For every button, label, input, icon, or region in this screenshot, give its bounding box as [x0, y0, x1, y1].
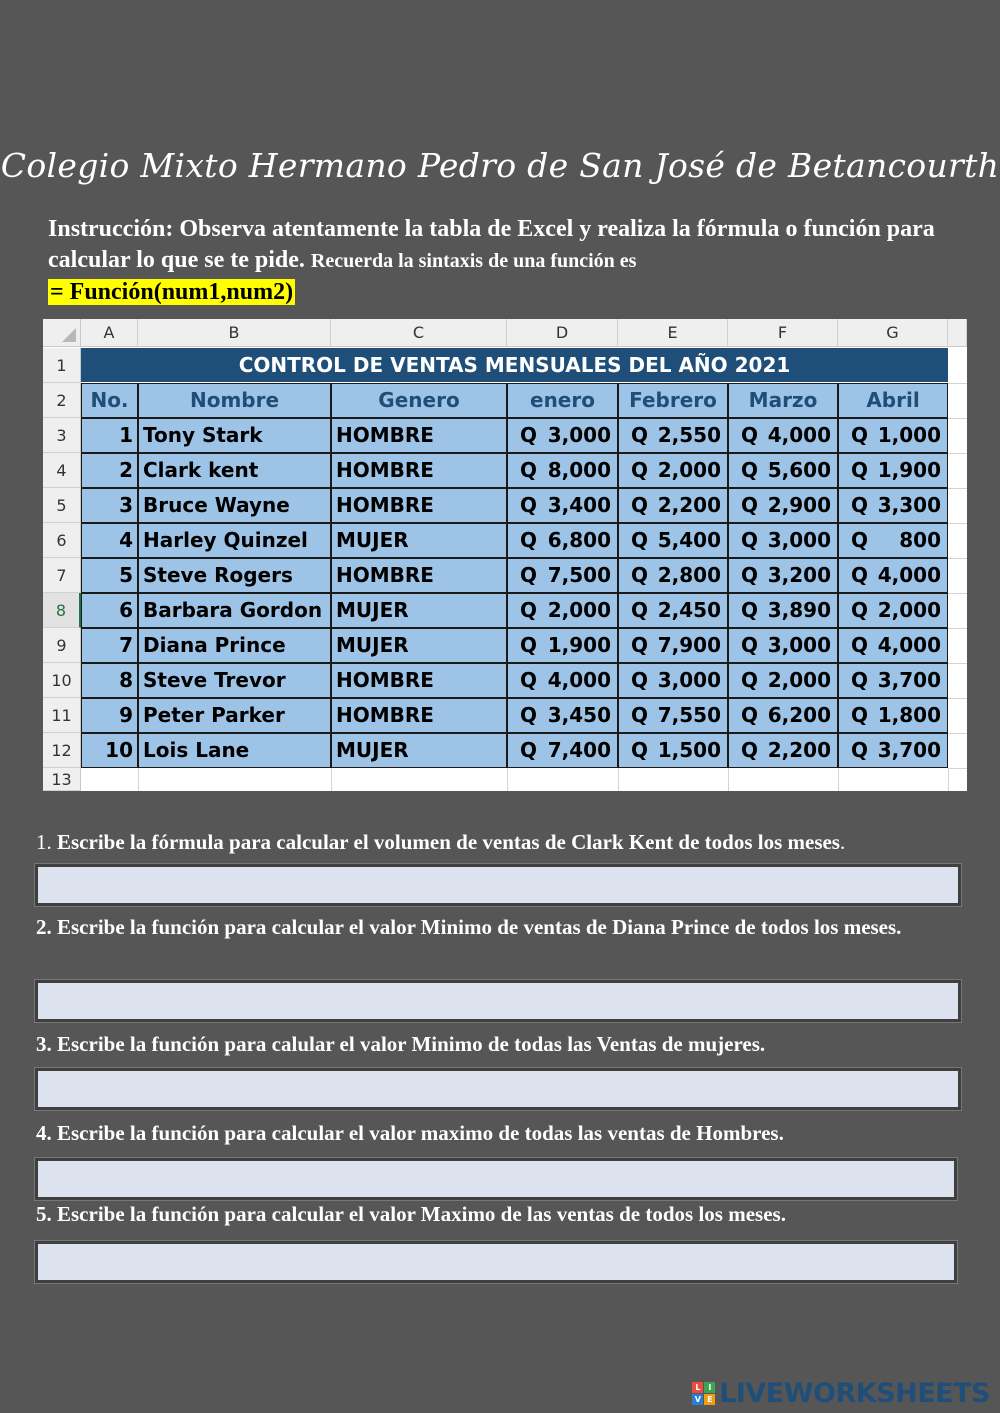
cell-marzo[interactable]	[728, 523, 838, 558]
currency-symbol: Q	[631, 563, 649, 587]
currency-symbol: Q	[741, 598, 759, 622]
cell-value: 3,200	[767, 563, 831, 587]
currency-symbol: Q	[741, 493, 759, 517]
cell-value: 4,000	[767, 423, 831, 447]
gridline	[331, 768, 332, 791]
row-header-13[interactable]: 13	[43, 768, 81, 791]
cell-abril[interactable]	[838, 488, 948, 523]
row-header-7[interactable]: 7	[43, 558, 81, 593]
currency-symbol: Q	[631, 598, 649, 622]
header-cell-enero[interactable]: enero	[507, 383, 618, 418]
cell-genero[interactable]: MUJER	[331, 628, 507, 663]
currency-symbol: Q	[851, 563, 869, 587]
currency-symbol: Q	[851, 598, 869, 622]
question-4	[36, 1119, 956, 1147]
cell-enero[interactable]	[507, 593, 618, 628]
currency-symbol: Q	[631, 458, 649, 482]
cell-nombre[interactable]: Lois Lane	[138, 733, 331, 768]
row-header-10[interactable]: 10	[43, 663, 81, 698]
currency-symbol: Q	[520, 738, 538, 762]
cell-marzo[interactable]	[728, 558, 838, 593]
cell-value: 4,000	[877, 563, 941, 587]
cell-value: 2,800	[657, 563, 721, 587]
question-text: Escribe la función para calcular el valor Minimo de ventas de Diana Prince de todos los meses.	[57, 915, 902, 939]
cell-value: 3,450	[547, 703, 611, 727]
syntax-highlight: = Función(num1,num2)	[50, 279, 294, 305]
currency-symbol: Q	[741, 563, 759, 587]
cell-abril[interactable]	[838, 593, 948, 628]
cell-genero[interactable]: MUJER	[331, 523, 507, 558]
question-2	[36, 913, 956, 941]
cell-abril[interactable]	[838, 628, 948, 663]
cell-value: 2,000	[657, 458, 721, 482]
currency-symbol: Q	[631, 493, 649, 517]
logo-letter: E	[704, 1394, 715, 1405]
question-text: Escribe la función para calcular el valor Maximo de las ventas de todos los meses.	[57, 1202, 786, 1226]
cell-febrero[interactable]	[618, 663, 728, 698]
gridline	[948, 453, 967, 454]
question-number: 3.	[36, 1032, 52, 1056]
cell-no[interactable]: 1	[81, 418, 138, 453]
row-header-8[interactable]: 8	[43, 593, 81, 628]
cell-value: 1,900	[877, 458, 941, 482]
instruction-text: Instrucción: Observa atentamente la tabla de Excel y realiza la fórmula o función para calcular lo que se te pide.	[48, 216, 935, 273]
cell-no[interactable]: 8	[81, 663, 138, 698]
currency-symbol: Q	[851, 668, 869, 692]
liveworksheets-logo	[692, 1378, 990, 1409]
row-header-1[interactable]: 1	[43, 348, 81, 383]
instruction-syntax-note: Recuerda la sintaxis de una función es	[310, 250, 637, 272]
excel-sheet	[43, 319, 967, 791]
currency-symbol: Q	[631, 423, 649, 447]
cell-enero[interactable]	[507, 418, 618, 453]
cell-nombre[interactable]: Diana Prince	[138, 628, 331, 663]
header-cell-febrero[interactable]: Febrero	[618, 383, 728, 418]
header-cell-no[interactable]: No.	[81, 383, 138, 418]
gridline	[948, 663, 967, 664]
cell-value: 3,300	[877, 493, 941, 517]
currency-symbol: Q	[520, 703, 538, 727]
row-header-6[interactable]: 6	[43, 523, 81, 558]
currency-symbol: Q	[851, 528, 869, 552]
cell-value: 2,200	[767, 738, 831, 762]
cell-marzo[interactable]	[728, 453, 838, 488]
currency-symbol: Q	[520, 668, 538, 692]
cell-no[interactable]: 6	[81, 593, 138, 628]
cell-value: 3,000	[547, 423, 611, 447]
currency-symbol: Q	[520, 458, 538, 482]
cell-enero[interactable]	[507, 558, 618, 593]
row-header-9[interactable]: 9	[43, 628, 81, 663]
gridline	[948, 593, 967, 594]
cell-value: 1,800	[877, 703, 941, 727]
gridline	[138, 768, 139, 791]
currency-symbol: Q	[741, 703, 759, 727]
cell-value: 6,800	[547, 528, 611, 552]
question-number: 2.	[36, 915, 52, 939]
cell-marzo[interactable]	[728, 593, 838, 628]
cell-no[interactable]: 4	[81, 523, 138, 558]
currency-symbol: Q	[520, 493, 538, 517]
cell-enero[interactable]	[507, 663, 618, 698]
column-header-a[interactable]: A	[81, 319, 138, 347]
cell-genero[interactable]: HOMBRE	[331, 488, 507, 523]
cell-enero[interactable]	[507, 488, 618, 523]
cell-no[interactable]: 10	[81, 733, 138, 768]
cell-value: 3,000	[767, 633, 831, 657]
gridline	[948, 383, 967, 384]
cell-febrero[interactable]	[618, 593, 728, 628]
currency-symbol: Q	[631, 528, 649, 552]
currency-symbol: Q	[741, 458, 759, 482]
gridline	[507, 768, 508, 791]
gridline	[948, 523, 967, 524]
currency-symbol: Q	[520, 528, 538, 552]
header-cell-marzo[interactable]: Marzo	[728, 383, 838, 418]
cell-no[interactable]: 3	[81, 488, 138, 523]
cell-genero[interactable]: HOMBRE	[331, 558, 507, 593]
cell-value: 3,700	[877, 738, 941, 762]
cell-value: 3,000	[767, 528, 831, 552]
logo-letter: I	[704, 1382, 715, 1393]
brand-logo-icon	[692, 1382, 715, 1405]
column-header-b[interactable]: B	[138, 319, 331, 347]
cell-value: 2,550	[657, 423, 721, 447]
cell-marzo[interactable]	[728, 418, 838, 453]
currency-symbol: Q	[520, 563, 538, 587]
cell-febrero[interactable]	[618, 558, 728, 593]
cell-febrero[interactable]	[618, 628, 728, 663]
row-header-5[interactable]: 5	[43, 488, 81, 523]
header-cell-nombre[interactable]: Nombre	[138, 383, 331, 418]
gridline	[948, 733, 967, 734]
cell-febrero[interactable]	[618, 453, 728, 488]
question-5	[36, 1200, 956, 1228]
answer-box-3[interactable]	[35, 1068, 961, 1110]
currency-symbol: Q	[631, 738, 649, 762]
currency-symbol: Q	[741, 528, 759, 552]
cell-abril[interactable]	[838, 453, 948, 488]
currency-symbol: Q	[741, 423, 759, 447]
brand-name: LIVEWORKSHEETS	[719, 1378, 990, 1409]
logo-letter: L	[692, 1382, 703, 1393]
column-header-g[interactable]: G	[838, 319, 948, 347]
column-header-e[interactable]: E	[618, 319, 728, 347]
cell-value: 1,000	[877, 423, 941, 447]
column-header-c[interactable]: C	[331, 319, 507, 347]
question-number: 4.	[36, 1121, 52, 1145]
currency-symbol: Q	[851, 703, 869, 727]
logo-letter: V	[692, 1394, 703, 1405]
row-header-4[interactable]: 4	[43, 453, 81, 488]
column-header-extra[interactable]	[948, 319, 967, 347]
cell-no[interactable]: 2	[81, 453, 138, 488]
cell-value: 3,000	[657, 668, 721, 692]
row-header-2[interactable]: 2	[43, 383, 81, 418]
cell-genero[interactable]: HOMBRE	[331, 418, 507, 453]
cell-value: 2,200	[657, 493, 721, 517]
select-all-corner[interactable]	[43, 319, 81, 347]
cell-nombre[interactable]: Steve Rogers	[138, 558, 331, 593]
cell-nombre[interactable]: Tony Stark	[138, 418, 331, 453]
cell-enero[interactable]	[507, 733, 618, 768]
question-1	[36, 828, 956, 856]
cell-value: 2,450	[657, 598, 721, 622]
cell-genero[interactable]: MUJER	[331, 733, 507, 768]
cell-value: 2,900	[767, 493, 831, 517]
question-number: 1.	[36, 830, 52, 854]
currency-symbol: Q	[631, 668, 649, 692]
cell-value: 4,000	[547, 668, 611, 692]
cell-genero[interactable]: HOMBRE	[331, 453, 507, 488]
cell-enero[interactable]	[507, 628, 618, 663]
question-text: Escribe la función para calcular el valor maximo de todas las ventas de Hombres.	[57, 1121, 784, 1145]
gridline	[948, 488, 967, 489]
cell-value: 2,000	[547, 598, 611, 622]
currency-symbol: Q	[741, 633, 759, 657]
currency-symbol: Q	[741, 668, 759, 692]
cell-febrero[interactable]	[618, 523, 728, 558]
cell-enero[interactable]	[507, 453, 618, 488]
cell-marzo[interactable]	[728, 698, 838, 733]
cell-no[interactable]: 9	[81, 698, 138, 733]
cell-nombre[interactable]: Peter Parker	[138, 698, 331, 733]
cell-febrero[interactable]	[618, 698, 728, 733]
cell-value: 1,900	[547, 633, 611, 657]
header-cell-genero[interactable]: Genero	[331, 383, 507, 418]
cell-value: 7,550	[657, 703, 721, 727]
cell-abril[interactable]	[838, 418, 948, 453]
currency-symbol: Q	[520, 633, 538, 657]
cell-febrero[interactable]	[618, 418, 728, 453]
question-tail: .	[839, 830, 846, 854]
currency-symbol: Q	[631, 633, 649, 657]
cell-genero[interactable]: HOMBRE	[331, 663, 507, 698]
cell-nombre[interactable]: Steve Trevor	[138, 663, 331, 698]
cell-nombre[interactable]: Clark kent	[138, 453, 331, 488]
gridline	[948, 418, 967, 419]
cell-value: 800	[899, 528, 941, 552]
cell-enero[interactable]	[507, 523, 618, 558]
answer-box-2[interactable]	[35, 980, 961, 1022]
cell-value: 5,600	[767, 458, 831, 482]
question-text: Escribe la función para calular el valor Minimo de todas las Ventas de mujeres.	[57, 1032, 766, 1056]
answer-box-1[interactable]	[35, 864, 961, 906]
cell-value: 2,000	[767, 668, 831, 692]
column-header-d[interactable]: D	[507, 319, 618, 347]
cell-marzo[interactable]	[728, 488, 838, 523]
cell-abril[interactable]	[838, 523, 948, 558]
cell-value: 3,890	[767, 598, 831, 622]
cell-no[interactable]: 5	[81, 558, 138, 593]
answer-box-5[interactable]	[35, 1241, 957, 1283]
cell-marzo[interactable]	[728, 628, 838, 663]
gridline	[948, 558, 967, 559]
cell-genero[interactable]: MUJER	[331, 593, 507, 628]
cell-enero[interactable]	[507, 698, 618, 733]
cell-febrero[interactable]	[618, 733, 728, 768]
gridline	[838, 768, 839, 791]
gridline	[728, 768, 729, 791]
cell-nombre[interactable]: Harley Quinzel	[138, 523, 331, 558]
currency-symbol: Q	[520, 423, 538, 447]
cell-abril[interactable]	[838, 663, 948, 698]
cell-febrero[interactable]	[618, 488, 728, 523]
cell-nombre[interactable]: Barbara Gordon	[138, 593, 331, 628]
cell-value: 1,500	[657, 738, 721, 762]
currency-symbol: Q	[851, 493, 869, 517]
question-number: 5.	[36, 1202, 52, 1226]
cell-nombre[interactable]: Bruce Wayne	[138, 488, 331, 523]
answer-box-4[interactable]	[35, 1158, 957, 1200]
gridline	[948, 628, 967, 629]
cell-abril[interactable]	[838, 698, 948, 733]
currency-symbol: Q	[851, 633, 869, 657]
cell-abril[interactable]	[838, 558, 948, 593]
cell-value: 8,000	[547, 458, 611, 482]
cell-value: 5,400	[657, 528, 721, 552]
currency-symbol: Q	[631, 703, 649, 727]
cell-value: 7,500	[547, 563, 611, 587]
question-text: Escribe la fórmula para calcular el volumen de ventas de Clark Kent de todos los meses	[57, 830, 840, 854]
cell-genero[interactable]: HOMBRE	[331, 698, 507, 733]
currency-symbol: Q	[851, 738, 869, 762]
gridline	[948, 768, 967, 769]
question-3	[36, 1030, 956, 1058]
currency-symbol: Q	[851, 458, 869, 482]
gridline	[618, 768, 619, 791]
cell-abril[interactable]	[838, 733, 948, 768]
row-header-3[interactable]: 3	[43, 418, 81, 453]
row-header-11[interactable]: 11	[43, 698, 81, 733]
cell-marzo[interactable]	[728, 663, 838, 698]
gridline	[948, 768, 949, 791]
cell-marzo[interactable]	[728, 733, 838, 768]
cell-value: 3,700	[877, 668, 941, 692]
sheet-title[interactable]: CONTROL DE VENTAS MENSUALES DEL AÑO 2021	[81, 348, 948, 382]
currency-symbol: Q	[741, 738, 759, 762]
cell-value: 4,000	[877, 633, 941, 657]
school-title: Colegio Mixto Hermano Pedro de San José de Betancourth	[0, 146, 1000, 185]
cell-value: 3,400	[547, 493, 611, 517]
row-header-12[interactable]: 12	[43, 733, 81, 768]
currency-symbol: Q	[851, 423, 869, 447]
currency-symbol: Q	[520, 598, 538, 622]
gridline	[948, 698, 967, 699]
cell-no[interactable]: 7	[81, 628, 138, 663]
cell-value: 6,200	[767, 703, 831, 727]
cell-value: 2,000	[877, 598, 941, 622]
cell-value: 7,900	[657, 633, 721, 657]
header-cell-abril[interactable]: Abril	[838, 383, 948, 418]
column-header-f[interactable]: F	[728, 319, 838, 347]
cell-value: 7,400	[547, 738, 611, 762]
instruction	[48, 214, 948, 308]
